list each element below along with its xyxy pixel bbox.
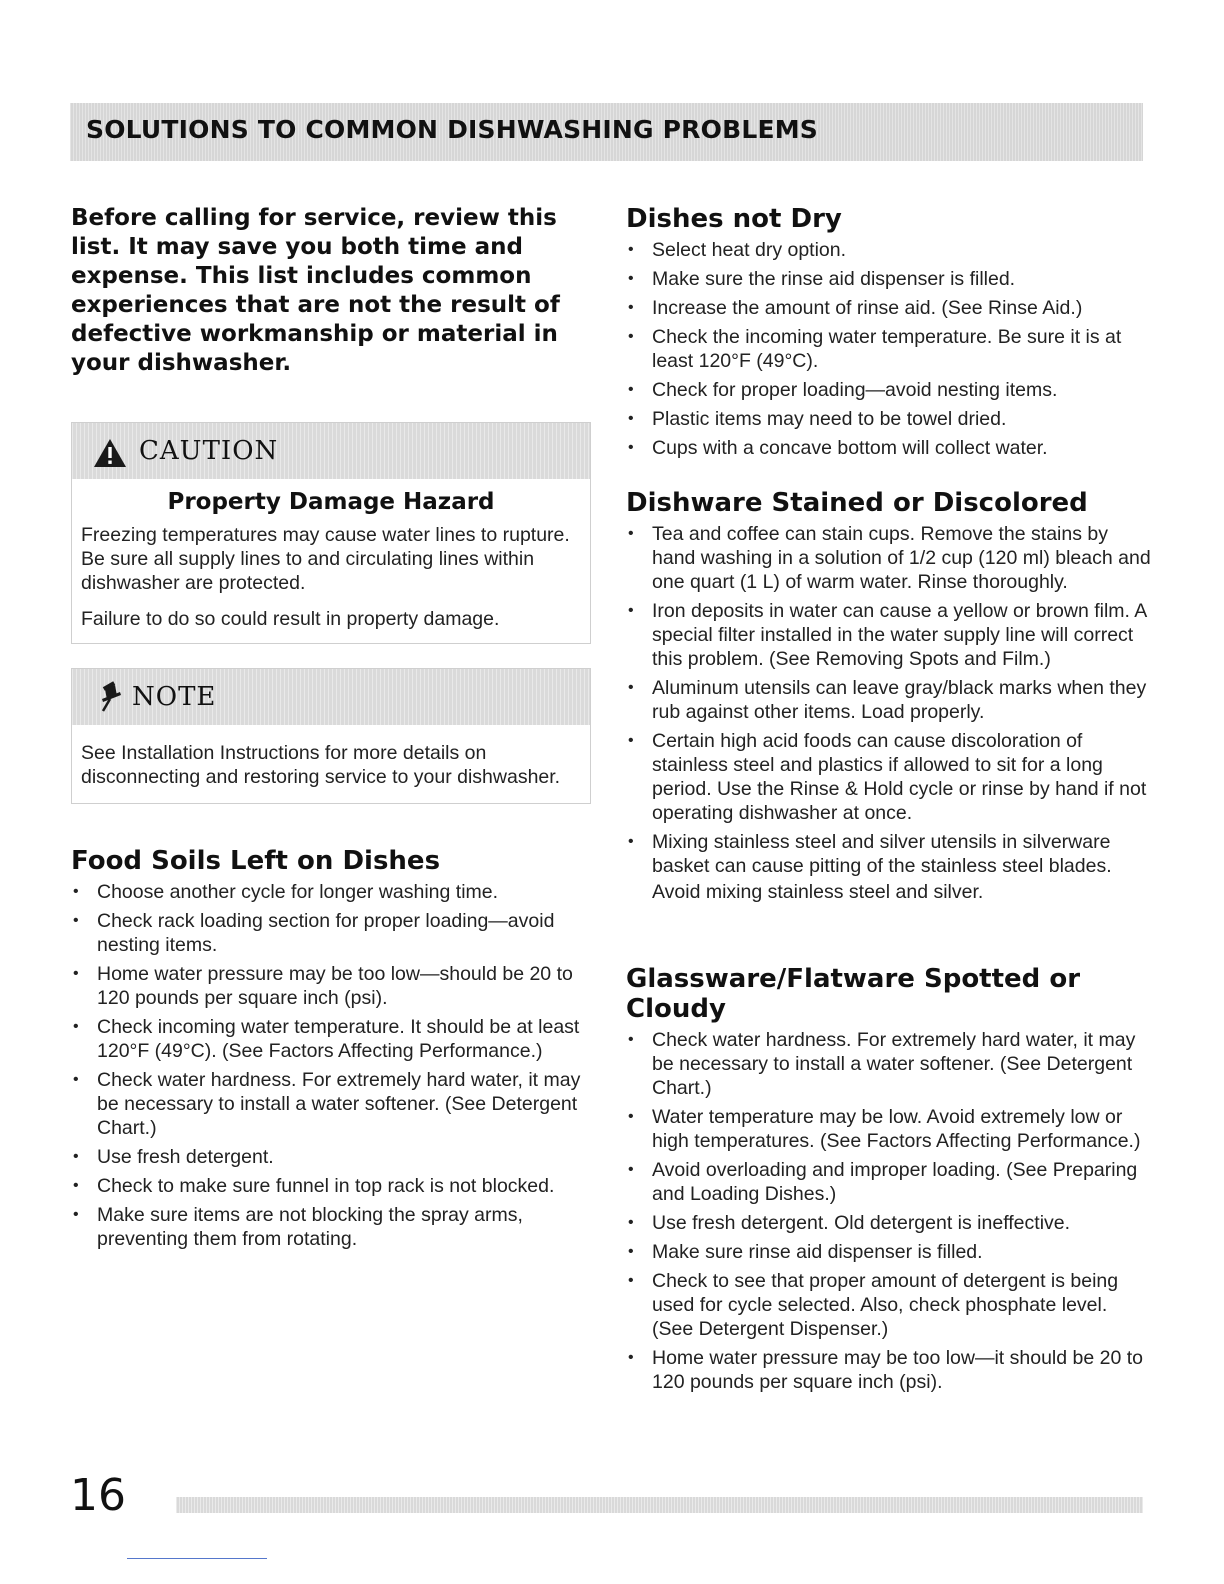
stained-list [626,522,1151,878]
list-item: • Make sure rinse aid dispenser is filled. [626,1240,1151,1264]
list-item: • Make sure items are not blocking the spray arms, preventing them from rotating. [71,1203,591,1251]
hazard-title: Property Damage Hazard [167,489,495,515]
warning-triangle-icon [92,437,128,474]
list-item: • Cups with a concave bottom will collect water. [626,436,1151,460]
list-item: • Increase the amount of rinse aid. (See Rinse Aid.) [626,296,1151,320]
list-item: • Aluminum utensils can leave gray/black marks when they rub against other items. Load properly. [626,676,1151,724]
section-title: Glassware/Flatware Spotted or Cloudy [626,964,1081,1024]
pushpin-icon [94,681,124,718]
footer-bar [176,1497,1143,1513]
food-soils-list [71,880,591,1251]
caution-box [71,422,591,644]
list-item: • Check to make sure funnel in top rack is not blocked. [71,1174,591,1198]
page-title: SOLUTIONS TO COMMON DISHWASHING PROBLEMS [86,115,819,144]
caution-paragraph: Freezing temperatures may cause water lines to rupture. Be sure all supply lines to and circulating lines within dishwasher are protected. [81,524,570,594]
right-column [626,204,1151,1399]
list-item: • Iron deposits in water can cause a yellow or brown film. A special filter installed in the water supply line will correct this problem. (See Removing Spots and Film.) [626,599,1151,671]
list-item: • Certain high acid foods can cause discoloration of stainless steel and plastics if allowed to sit for a long period. Use the Rinse & Hold cycle or rinse by hand if not operating dishwasher at once. [626,729,1151,825]
note-box [71,668,591,804]
list-item: • Choose another cycle for longer washing time. [71,880,591,904]
stained-section [626,488,1151,904]
list-item: • Home water pressure may be too low—it should be 20 to 120 pounds per square inch (psi). [626,1346,1151,1394]
caution-label: CAUTION [139,436,279,466]
intro-text: Before calling for service, review this list. It may save you both time and expense. This list includes common experiences that are not the result of defective workmanship or material in your dishwasher. [71,205,560,376]
dishes-not-dry-section [626,204,1151,460]
list-item: • Check incoming water temperature. It should be at least 120°F (49°C). (See Factors Affecting Performance.) [71,1015,591,1063]
stained-continuation: Avoid mixing stainless steel and silver. [652,881,984,903]
list-item: • Check for proper loading—avoid nesting items. [626,378,1151,402]
list-item: • Check rack loading section for proper loading—avoid nesting items. [71,909,591,957]
note-label: NOTE [132,682,217,712]
section-banner [70,103,1143,161]
section-title: Food Soils Left on Dishes [71,846,441,876]
dishes-not-dry-list [626,238,1151,460]
list-item: • Use fresh detergent. Old detergent is ineffective. [626,1211,1151,1235]
list-item: • Tea and coffee can stain cups. Remove the stains by hand washing in a solution of 1/2 cup (120 ml) bleach and one quart (1 L) of warm water. Rinse thoroughly. [626,522,1151,594]
list-item: • Check water hardness. For extremely hard water, it may be necessary to install a water softener. (See Detergent Chart.) [626,1028,1151,1100]
note-text: See Installation Instructions for more details on disconnecting and restoring service to your dishwasher. [81,742,561,788]
list-item: • Check the incoming water temperature. Be sure it is at least 120°F (49°C). [626,325,1151,373]
food-soils-section [71,846,591,1251]
caution-header [72,423,590,479]
caution-paragraph: Failure to do so could result in property damage. [81,608,500,630]
section-title: Dishware Stained or Discolored [626,488,1088,518]
left-column [71,204,591,1256]
list-item: • Make sure the rinse aid dispenser is filled. [626,267,1151,291]
list-item: • Check to see that proper amount of detergent is being used for cycle selected. Also, check phosphate level. (See Detergent Dispenser.) [626,1269,1151,1341]
list-item: • Home water pressure may be too low—should be 20 to 120 pounds per square inch (psi). [71,962,591,1010]
glassware-section [626,964,1151,1394]
glassware-list [626,1028,1151,1394]
list-item: • Mixing stainless steel and silver utensils in silverware basket can cause pitting of the stainless steel blades. [626,830,1151,878]
page-number: 16 [70,1470,126,1521]
note-header [72,669,590,725]
list-item: • Avoid overloading and improper loading. (See Preparing and Loading Dishes.) [626,1158,1151,1206]
list-item: • Use fresh detergent. [71,1145,591,1169]
list-item: • Select heat dry option. [626,238,1151,262]
list-item: • Water temperature may be low. Avoid extremely low or high temperatures. (See Factors Affecting Performance.) [626,1105,1151,1153]
section-title: Dishes not Dry [626,204,842,234]
footer-divider [127,1558,267,1559]
list-item: • Check water hardness. For extremely hard water, it may be necessary to install a water softener. (See Detergent Chart.) [71,1068,591,1140]
list-item: • Plastic items may need to be towel dried. [626,407,1151,431]
